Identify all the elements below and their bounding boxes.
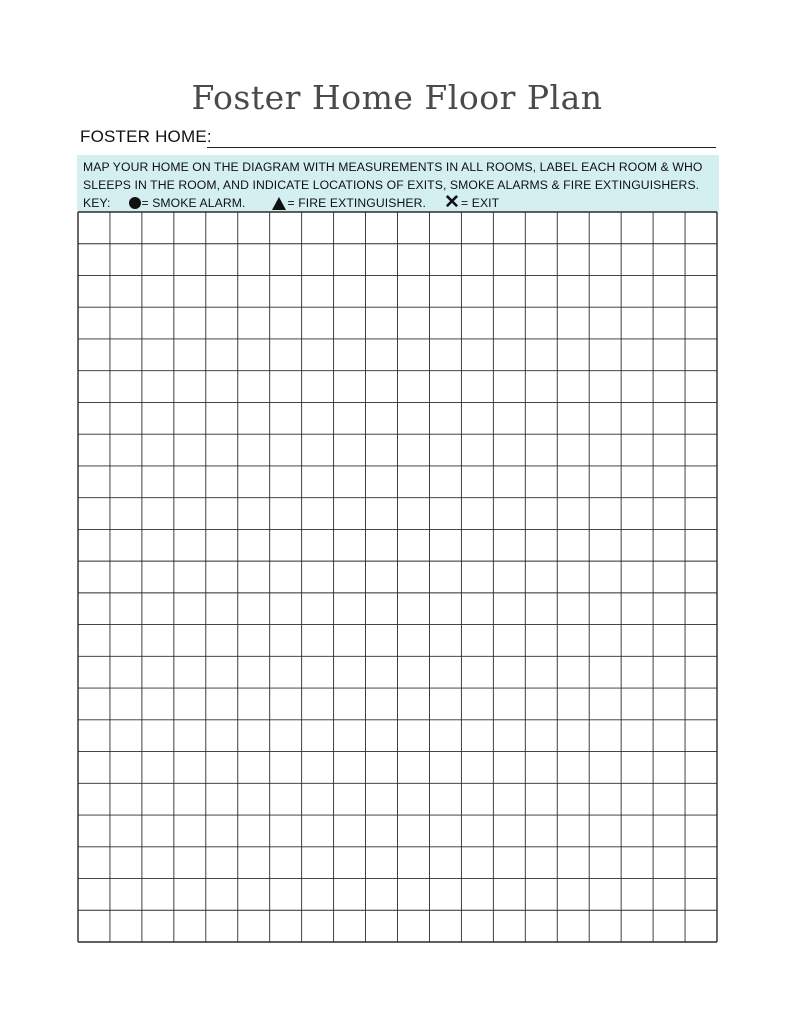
x-mark-icon: ✕	[443, 192, 461, 212]
key-label: KEY:	[83, 196, 111, 210]
key-exit-text: = EXIT	[461, 196, 500, 210]
page-title: Foster Home Floor Plan	[191, 78, 603, 117]
instructions-line-2: SLEEPS IN THE ROOM, AND INDICATE LOCATIONS OF EXITS, SMOKE ALARMS & FIRE EXTINGUISHERS.	[83, 178, 700, 192]
foster-home-label: FOSTER HOME:	[80, 127, 212, 146]
key-fire-extinguisher-text: = FIRE EXTINGUISHER.	[287, 196, 426, 210]
instructions-line-1: MAP YOUR HOME ON THE DIAGRAM WITH MEASUREMENTS IN ALL ROOMS, LABEL EACH ROOM & WHO	[83, 160, 703, 174]
key-smoke-alarm-text: = SMOKE ALARM.	[141, 196, 246, 210]
